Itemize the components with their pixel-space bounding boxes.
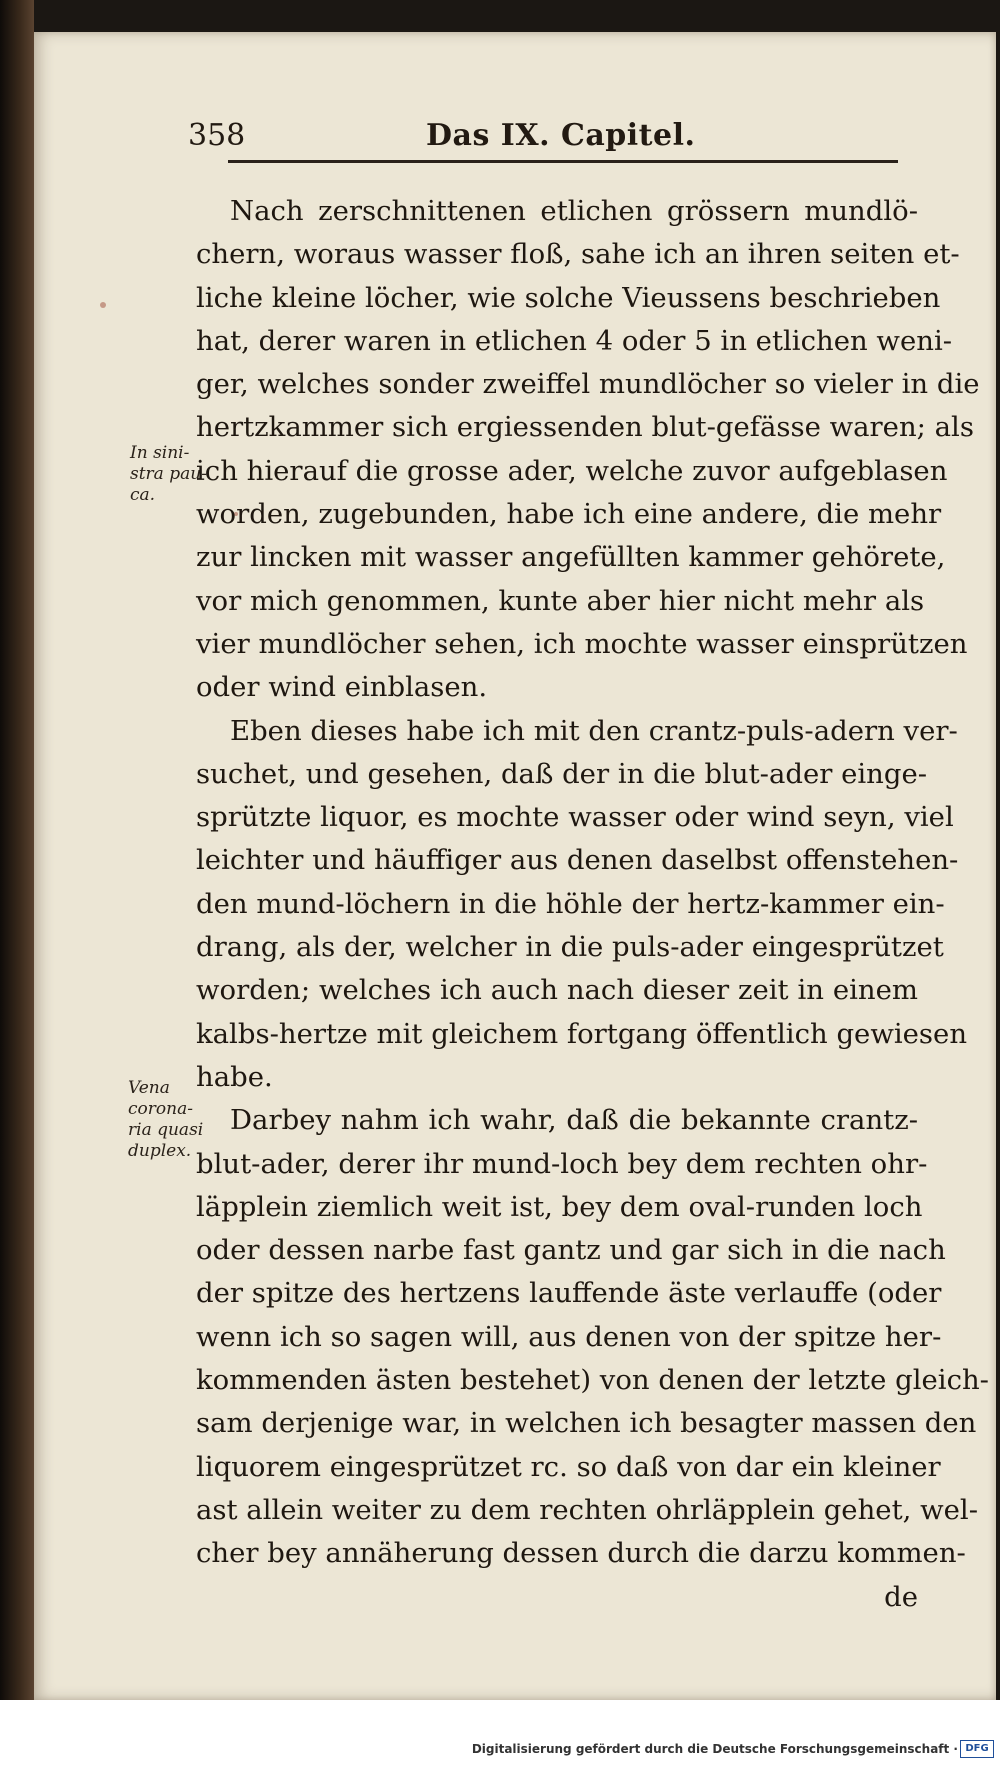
text-line: liquorem eingesprützet rc. so daß von dar ein kleiner xyxy=(196,1450,941,1483)
text-line: vier mundlöcher sehen, ich mochte wasser einsprützen xyxy=(196,627,968,660)
dfg-logo-icon: DFG xyxy=(960,1740,994,1758)
text-line: der spitze des hertzens lauffende äste verlauffe (oder xyxy=(196,1277,942,1310)
footer-credit: Digitalisierung gefördert durch die Deutsche Forschungsgemeinschaft · xyxy=(471,1742,958,1756)
text-line: hat, derer waren in etlichen 4 oder 5 in etlichen weni- xyxy=(196,324,953,357)
book-spine xyxy=(0,0,34,1700)
page-number: 358 xyxy=(188,118,246,153)
text-line: Darbey nahm ich wahr, daß die bekannte crantz- xyxy=(230,1104,918,1137)
text-line: ast allein weiter zu dem rechten ohrläpplein gehet, wel- xyxy=(196,1493,979,1526)
catchword: de xyxy=(884,1580,918,1613)
text-line: Nach zerschnittenen etlichen grössern mundlö- xyxy=(230,195,918,227)
text-line: oder wind einblasen. xyxy=(196,671,488,704)
text-line: zur lincken mit wasser angefüllten kammer gehörete, xyxy=(196,541,946,574)
text-line: worden, zugebunden, habe ich eine andere, die mehr xyxy=(196,498,942,531)
text-line: hertzkammer sich ergiessenden blut-gefässe waren; als xyxy=(196,411,974,444)
paragraph-3 xyxy=(196,1099,989,1575)
text-line: ich hierauf die grosse ader, welche zuvor aufgeblasen xyxy=(196,454,948,487)
text-line: worden; welches ich auch nach dieser zeit in einem xyxy=(196,974,918,1007)
text-line: blut-ader, derer ihr mund-loch bey dem rechten ohr- xyxy=(196,1147,928,1180)
text-line: kalbs-hertze mit gleichem fortgang öffentlich gewiesen xyxy=(196,1017,968,1050)
text-line: wenn ich so sagen will, aus denen von der spitze her- xyxy=(196,1320,942,1353)
header-rule xyxy=(228,160,898,163)
text-line: vor mich genommen, kunte aber hier nicht mehr als xyxy=(196,584,925,617)
running-head: Das IX. Capitel. xyxy=(426,118,696,153)
paper-stain xyxy=(100,302,106,308)
paragraph-1 xyxy=(196,190,980,710)
text-line: Eben dieses habe ich mit den crantz-puls-adern ver- xyxy=(230,714,958,747)
digitization-footer xyxy=(0,1700,1000,1765)
text-line: leichter und häuffiger aus denen daselbst offenstehen- xyxy=(196,844,959,877)
text-line: kommenden ästen bestehet) von denen der letzte gleich- xyxy=(196,1364,989,1397)
page-header xyxy=(188,112,900,160)
text-line: läpplein ziemlich weit ist, bey dem oval-runden loch xyxy=(196,1190,923,1223)
text-line: drang, als der, welcher in die puls-ader eingesprützet xyxy=(196,931,944,964)
paragraph-2 xyxy=(196,710,968,1100)
text-line: oder dessen narbe fast gantz und gar sich in die nach xyxy=(196,1234,946,1267)
text-line: chern, woraus wasser floß, sahe ich an ihren seiten et- xyxy=(196,238,960,271)
text-line: sam derjenige war, in welchen ich besagter massen den xyxy=(196,1407,977,1440)
text-line: suchet, und gesehen, daß der in die blut-ader einge- xyxy=(196,757,928,790)
margin-note-vena-coronaria: Vena corona- ria quasi duplex. xyxy=(128,1078,204,1161)
text-body xyxy=(196,190,989,1619)
text-line: ger, welches sonder zweiffel mundlöcher so vieler in die xyxy=(196,368,980,401)
text-line: den mund-löchern in die höhle der hertz-kammer ein- xyxy=(196,887,945,920)
text-line: cher bey annäherung dessen durch die darzu kommen- xyxy=(196,1537,966,1570)
text-line: sprützte liquor, es mochte wasser oder wind seyn, viel xyxy=(196,801,954,834)
text-line: habe. xyxy=(196,1060,273,1093)
text-line: liche kleine löcher, wie solche Vieussens beschrieben xyxy=(196,281,941,314)
margin-note-in-sinistra: In sini- stra pau- ca. xyxy=(130,443,207,505)
